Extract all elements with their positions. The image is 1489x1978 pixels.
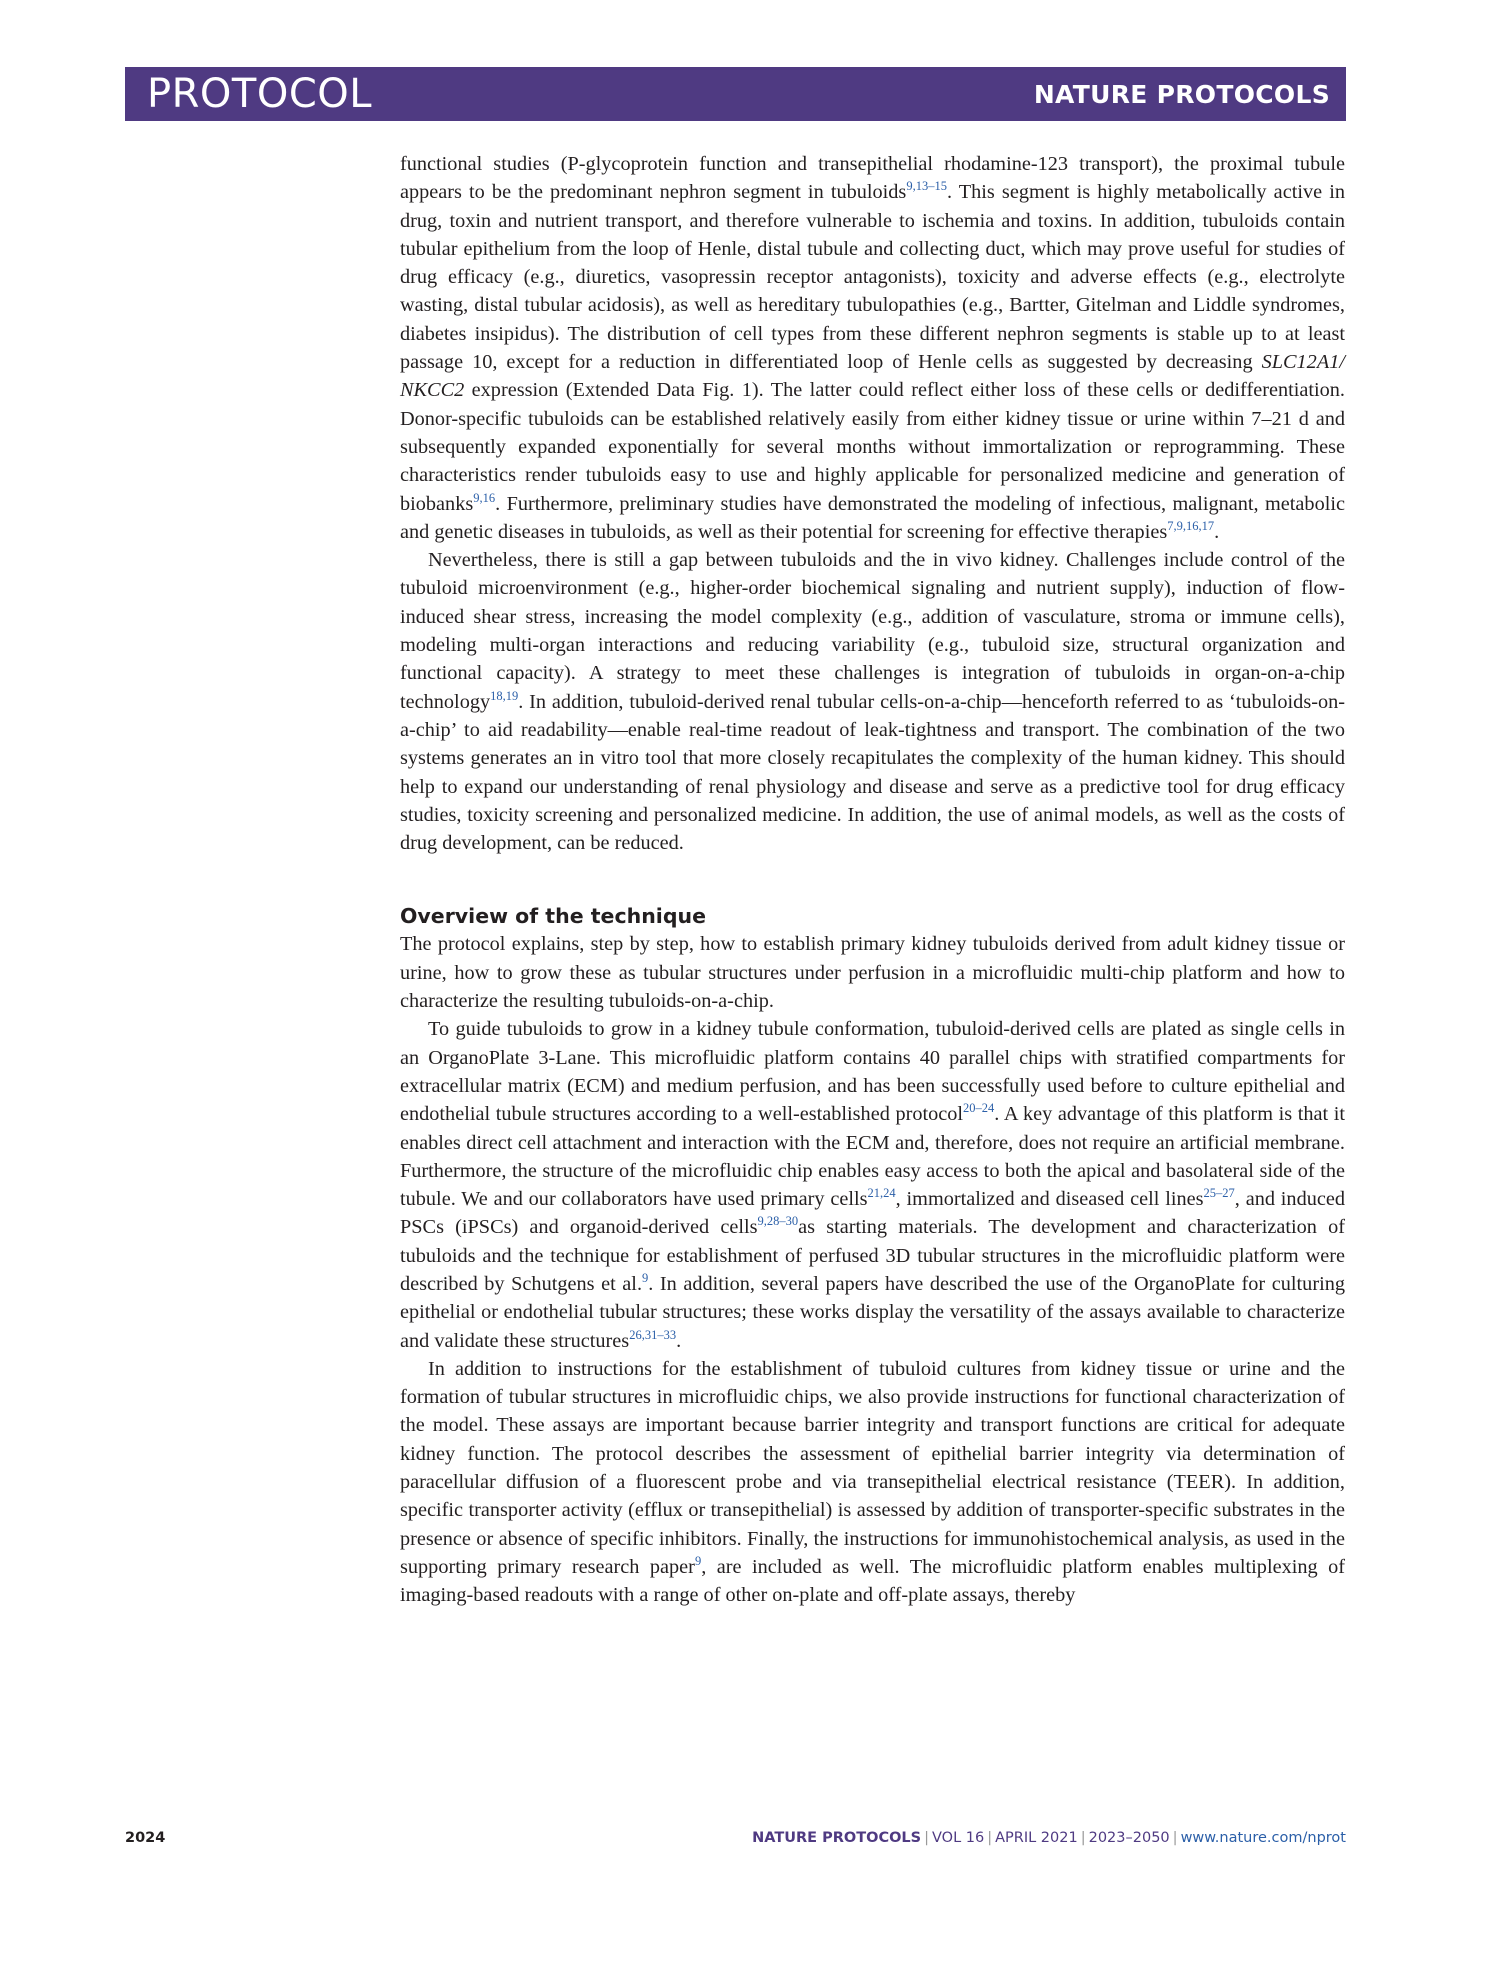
citation-ref[interactable]: 26,31–33 [629, 1327, 677, 1342]
header-banner [125, 67, 1346, 121]
gene-name: SLC12A1/ NKCC2 [400, 351, 1345, 402]
paragraph-2 [400, 546, 1345, 857]
text-run: . Furthermore, preliminary studies have demonstrated the modeling of infectious, malignant, metabolic and genetic diseases in tubuloids, as well as their potential for screening for effective therapies [400, 492, 1345, 543]
footer-volume: VOL 16 [932, 1830, 985, 1846]
text-run: as starting materials. The development and characterization of tubuloids and the technique for establishment of perfused 3D tubular structures in the microfluidic platform were described by Schutgens et al. [400, 1216, 1345, 1295]
text-run: . In addition, tubuloid-derived renal tubular cells-on-a-chip—henceforth referred to as ‘tubuloids-on-a-chip’ to aid readability—enable real-time readout of leak-tightness and transport. The combination of the two systems generates an in vitro tool that more closely recapitulates the complexity of the human kidney. This should help to expand our understanding of renal physiology and disease and serve as a predictive tool for drug efficacy studies, toxicity screening and personalized medicine. In addition, the use of animal models, as well as the costs of drug development, can be reduced. [400, 690, 1345, 855]
citation-ref[interactable]: 9 [694, 1554, 702, 1569]
footer-separator: | [1172, 1830, 1178, 1846]
text-run: . A key advantage of this platform is that it enables direct cell attachment and interaction with the ECM and, therefore, does not require an artificial membrane. Furthermore, the structure of the microfluidic chip enables easy access to both the apical and basolateral side of the tubule. We and our collaborators have used primary cells [400, 1103, 1346, 1211]
text-run: expression (Extended Data Fig. 1). The latter could reflect either loss of these cells or dedifferentiation. Donor-specific tubuloids can be established relatively easily from either kidney tissue or urine within 7–21 d and subsequently expanded exponentially for several months without immortalization or reprogramming. These characteristics render tubuloids easy to use and highly applicable for personalized medicine and generation of biobanks [400, 379, 1345, 515]
citation-ref[interactable]: 9,16 [473, 490, 496, 505]
paragraph-5 [400, 1355, 1345, 1610]
text-run: . [1214, 520, 1220, 543]
page-number: 2024 [125, 1830, 166, 1846]
section-heading: Overview of the technique [400, 904, 706, 929]
citation-ref[interactable]: 9 [642, 1271, 649, 1286]
footer-date: APRIL 2021 [995, 1830, 1078, 1846]
text-run: . In addition, several papers have described the use of the OrganoPlate for culturing epithelial or endothelial tubular structures; these works display the versatility of the assays available to characterize and validate these structures [400, 1272, 1345, 1352]
text-run: In addition to instructions for the establishment of tubuloid cultures from kidney tissue or urine and the formation of tubular structures in microfluidic chips, we also provide instructions for functional characterization of the model. These assays are important because barrier integrity and transport functions are critical for adequate kidney function. The protocol describes the assessment of epithelial barrier integrity via determination of paracellular diffusion of a fluorescent probe and via transepithelial electrical resistance (TEER). In addition, specific transporter activity (efflux or transepithelial) is assessed by addition of transporter-specific substrates in the presence or absence of specific inhibitors. Finally, the instructions for immunohistochemical analysis, as used in the supporting primary research paper [400, 1357, 1345, 1578]
text-run: functional studies (P-glycoprotein function and transepithelial rhodamine-123 transport), the proximal tubule appears to be the predominant nephron segment in tubuloids [400, 153, 1345, 204]
text-run: , are included as well. The microfluidic platform enables multiplexing of imaging-based readouts with a range of other on-plate and off-plate assays, thereby [400, 1555, 1346, 1607]
citation-ref[interactable]: 20–24 [963, 1101, 995, 1116]
paragraph-1 [400, 150, 1345, 546]
text-run: Nevertheless, there is still a gap between tubuloids and the in vivo kidney. Challenges include control of the tubuloid microenvironment (e.g., higher-order biochemical signaling and nutrient supply), induction of flow-induced shear stress, increasing the model complexity (e.g., addition of vasculature, stroma or immune cells), modeling multi-organ interactions and reducing variability (e.g., tubuloid size, structural organization and functional capacity). A strategy to meet these challenges is integration of tubuloids in organ-on-a-chip technology [400, 549, 1345, 713]
text-run: . [676, 1329, 682, 1352]
footer-journal: NATURE PROTOCOLS [752, 1830, 922, 1846]
citation-ref[interactable]: 21,24 [867, 1186, 896, 1201]
citation-ref[interactable]: 18,19 [490, 688, 519, 703]
text-run: . This segment is highly metabolically active in drug, toxin and nutrient transport, and therefore vulnerable to ischemia and toxins. In addition, tubuloids contain tubular epithelium from the loop of Henle, distal tubule and collecting duct, which may prove useful for studies of drug efficacy (e.g., diuretics, vasopressin receptor antagonists), toxicity and adverse effects (e.g., electrolyte wasting, distal tubular acidosis), as well as hereditary tubulopathies (e.g., Bartter, Gitelman and Liddle syndromes, diabetes insipidus). The distribution of cell types from these different nephron segments is stable up to at least passage 10, except for a reduction in differentiated loop of Henle cells as suggested by decreasing [400, 181, 1345, 374]
paragraph-4 [400, 1015, 1345, 1355]
paragraph-3 [400, 930, 1345, 1015]
footer-separator: | [924, 1830, 929, 1846]
text-run: , and induced PSCs (iPSCs) and organoid-derived cells [400, 1188, 1345, 1239]
article-type-label: PROTOCOL [147, 71, 373, 117]
citation-ref[interactable]: 25–27 [1203, 1186, 1235, 1201]
text-run: , immortalized and diseased cell lines [895, 1188, 1204, 1211]
citation-ref[interactable]: 9,13–15 [906, 179, 947, 194]
footer-url-link[interactable]: www.nature.com/nprot [1180, 1830, 1346, 1846]
footer-pages: 2023–2050 [1088, 1830, 1170, 1846]
section-gap [400, 857, 1345, 902]
journal-name-header: NATURE PROTOCOLS [1033, 80, 1330, 109]
citation-ref[interactable]: 7,9,16,17 [1167, 519, 1215, 534]
article-body [400, 150, 1345, 1610]
citation-ref[interactable]: 9,28–30 [757, 1214, 799, 1229]
footer-separator: | [987, 1830, 993, 1846]
footer-separator: | [1080, 1830, 1086, 1846]
text-run: The protocol explains, step by step, how to establish primary kidney tubuloids derived from adult kidney tissue or urine, how to grow these as tubular structures under perfusion in a microfluidic multi-chip platform and how to characterize the resulting tubuloids-on-a-chip. [400, 933, 1345, 1013]
footer-citation [752, 1830, 1346, 1846]
text-run: To guide tubuloids to grow in a kidney tubule conformation, tubuloid-derived cells are plated as single cells in an OrganoPlate 3-Lane. This microfluidic platform contains 40 parallel chips with stratified compartments for extracellular matrix (ECM) and medium perfusion, and has been successfully used before to culture epithelial and endothelial tubule structures according to a well-established protocol [400, 1018, 1345, 1126]
